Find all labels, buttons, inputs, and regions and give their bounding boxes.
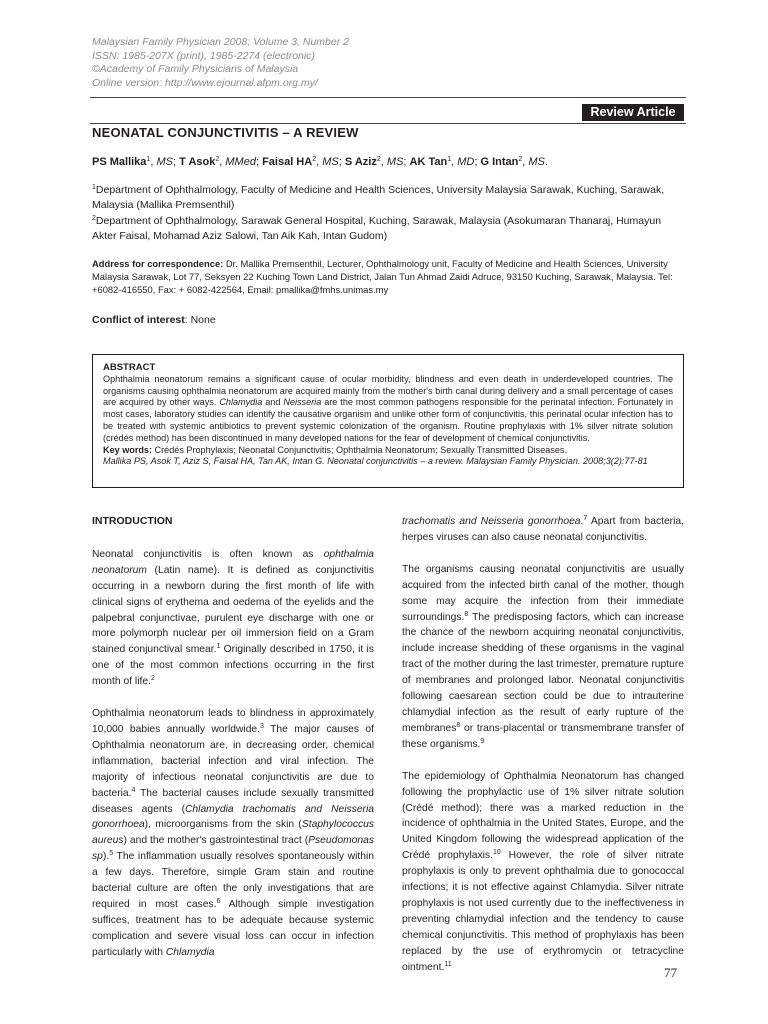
affiliation-2 <box>92 214 686 244</box>
citation-ref[interactable]: 1 <box>216 643 221 651</box>
author-degree: MS <box>156 156 173 168</box>
page-number: 77 <box>664 965 677 980</box>
affiliation-text: Department of Ophthalmology, Sarawak General Hospital, Kuching, Sarawak, Malaysia (Asokumaran Thanaraj, Humayun Akter Faisal, Mohamad Aziz Salowi, Tan Aik Kah, Intan Gudom) <box>92 215 662 242</box>
author-affil-ref: 2 <box>376 156 381 163</box>
journal-copyright: ©Academy of Family Physicians of Malaysia <box>92 63 299 75</box>
title-divider <box>90 123 686 124</box>
citation-ref[interactable]: 11 <box>444 960 452 968</box>
author-name: Faisal HA <box>262 156 313 168</box>
author-degree: MS <box>322 156 339 168</box>
author-degree: MS <box>386 156 404 168</box>
correspondence <box>92 257 686 297</box>
keywords-label: Key words: <box>103 444 153 455</box>
abstract-term: Chlamydia <box>219 397 263 408</box>
author-affil-ref: 2 <box>312 156 317 163</box>
paragraph: trachomatis and Neisseria gonorrhoea.$^7$ Apart from bacteria, herpes viruses can also cause neonatal conjunctivitis. <box>402 515 684 543</box>
author-name: PS Mallika <box>92 156 147 168</box>
journal-url[interactable]: Online version: http://www.ejournal.afpm.org.my/ <box>92 76 318 89</box>
paragraph: Ophthalmia neonatorum leads to blindness in approximately 10,000 babies annually worldwide.$^3$ The major causes of Ophthalmia neonatorum are, in decreasing order, chemical inflammation, bacterial infection and viral infection. The majority of infectious neonatal conjunctivitis are due to bacteria.$^4$ The bacterial causes include sexually transmitted diseases agents (Chlamydia trachomatis and Neisseria gonorrhoea), microorganisms from the skin (Staphylococcus aureus) and the mother's gastrointestinal tract (Pseudomonas sp).$^5$ The inflammation usually resolves spontaneously within a few days. Therefore, simple Gram stain and routine bacterial culture are often the only investigations that are required in most cases.$^6$ Although simple investigation suffices, treatment has to be adequate because systemic complication and severe visual loss can occur in infection particularly with Chlamydia <box>92 708 374 958</box>
author-name: S Aziz <box>344 156 377 168</box>
right-column <box>402 514 684 991</box>
section-heading: INTRODUCTION <box>92 515 173 527</box>
abstract-body <box>103 374 673 445</box>
citation-ref[interactable]: 2 <box>150 675 155 683</box>
citation-ref[interactable]: 5 <box>109 850 114 858</box>
abstract-text: Ophthalmia neonatorum remains a significant cause of ocular morbidity, blindness and even death in underdeveloped countries. The organisms causing ophthalmia neonatorum are acquired mainly from the mother's birth canal during delivery and a small percentage of cases are acquired by other ways. <box>103 373 673 408</box>
author-degree: MD <box>457 156 475 168</box>
affiliation-ref: 1 <box>92 184 96 191</box>
citation-ref[interactable]: 7 <box>583 515 588 522</box>
abstract-text: and <box>262 397 284 408</box>
citation-ref[interactable]: 8 <box>456 721 461 729</box>
paragraph: Neonatal conjunctivitis is often known as ophthalmia neonatorum (Latin name). It is defined as conjunctivitis occurring in a newborn during the first month of life with clinical signs of erythema and oedema of the eyelids and the palpebral conjunctivae, purulent eye discharge with one or more polymorph nuclear per oil immersion field on a Gram stained conjunctival smear.$^1$ Originally described in 1750, it is one of the most common infections occurring in the first month of life.$^2$ <box>92 548 374 688</box>
article-type-badge: Review Article <box>582 104 684 121</box>
conflict-of-interest <box>92 314 216 326</box>
abstract-term: Neisseria <box>283 397 322 408</box>
author-list: PS Mallika$^1$, MS; T Asok$^2$, MMed; Faisal $HA^2$, MS; S Aziz$^2$, MS; AK Tan$^1$, MD; G Intan$^2$, MS. <box>92 156 548 168</box>
affiliation-text: Department of Ophthalmology, Faculty of Medicine and Health Sciences, University Malaysia Sarawak, Kuching, Sarawak, Malaysia (Mallika Premsenthil) <box>92 184 665 211</box>
author-affil-ref: 2 <box>518 156 523 163</box>
conflict-value: : None <box>184 314 216 326</box>
article-title: NEONATAL CONJUNCTIVITIS – A REVIEW <box>92 125 359 140</box>
citation-ref[interactable]: 3 <box>260 722 264 730</box>
affiliation-1 <box>92 183 686 213</box>
conflict-label: Conflict of interest <box>92 314 185 326</box>
citation-ref[interactable]: 10 <box>492 849 501 857</box>
keywords-text: Crédés Prophylaxis; Neonatal Conjunctivitis; Ophthalmia Neonatorum; Sexually Transmitted Diseases. <box>152 444 567 455</box>
keywords <box>103 445 673 457</box>
header-divider <box>90 97 686 98</box>
citation-ref[interactable]: 8 <box>464 610 469 618</box>
journal-citation: Malaysian Family Physician 2008; Volume 3, Number 2 <box>92 36 349 48</box>
correspondence-label: Address for correspondence: <box>92 258 224 269</box>
paragraph: The organisms causing neonatal conjunctivitis are usually acquired from the infected birth canal of the mother, though some may acquire the infection from their immediate surroundings.$^8$ The predisposing factors, which can increase the chance of the newborn acquiring neonatal conjunctivitis, include increase shedding of these organisms in the vaginal tract of the mother during the last trimester, premature rupture of membranes and prolonged labor. Neonatal conjunctivitis following caesarean section could be due to intrauterine chlamydial infection as the result of early rupture of the membranes$^8$ or trans-placental or transmembrane transfer of these organisms.$^9$ <box>402 563 684 750</box>
abstract-citation: Mallika PS, Asok T, Aziz S, Faisal HA, Tan AK, Intan G. Neonatal conjunctivitis – a review. Malaysian Family Physician. 2008;3(2):77-81 <box>103 456 648 467</box>
correspondence-text: Dr. Mallika Premsenthil, Lecturer, Ophthalmology unit, Faculty of Medicine and Health Sciences, University Malaysia Sarawak, Lot 77, Seksyen 22 Kuching Town Land District, Jalan Tun Ahmad Zaidi Adruce, 93150 Kuching, Sarawak, Malaysia. Tel: +6082-416550, Fax: + 6082-422564, Email: pmallika@fmhs.unimas.my <box>92 258 673 296</box>
abstract-title: ABSTRACT <box>103 362 156 373</box>
author-name: AK Tan <box>409 156 448 168</box>
abstract-text: are the most common pathogens responsible for the perinatal infection. Fortunately in most cases, laboratory studies can identify the causative organism and unlike other form of conjunctivitis, this perinatal ocular infection has to be treated with systemic antibiotics to prevent systemic colonization of the organism. Routine prophylaxis with 1% silver nitrate solution (crédés method) has been discontinued in many developed nations for the fear of development of chemical conjunctivitis. <box>103 397 673 443</box>
citation-ref[interactable]: 4 <box>131 786 136 794</box>
author-degree: MS <box>528 156 545 168</box>
left-column <box>92 514 374 977</box>
author-affil-ref: 2 <box>215 156 220 163</box>
author-name: G Intan <box>480 156 519 168</box>
journal-issn: ISSN: 1985-207X (print), 1985-2274 (electronic) <box>92 49 315 62</box>
abstract-box <box>92 354 684 488</box>
journal-header <box>92 36 692 90</box>
author-name: T Asok <box>179 156 216 168</box>
affiliation-ref: 2 <box>92 215 96 222</box>
author-affil-ref: 1 <box>447 156 452 163</box>
author-degree: MMed <box>225 156 256 168</box>
paragraph: The epidemiology of Ophthalmia Neonatorum has changed following the prophylactic use of 1% silver nitrate solution (Crédé method); there was a marked reduction in the incidence of ophthalmia in the United States, Europe, and the United Kingdom following the widespread application of the Crédé prophylaxis.$^{10}$ However, the role of silver nitrate prophylaxis is only to prevent ophthalmia due to gonococcal infections; it is not effective against Chlamydia. Silver nitrate prophylaxis is not used currently due to the ineffectiveness in preventing chlamydial infection and the tendency to cause chemical conjunctivitis. This method of prophylaxis has been replaced by the use of erythromycin or tetracycline ointment.$^{11}$ <box>402 770 684 973</box>
citation-ref[interactable]: 9 <box>480 737 485 745</box>
author-affil-ref: 1 <box>146 156 151 163</box>
citation-ref[interactable]: 6 <box>216 897 221 905</box>
